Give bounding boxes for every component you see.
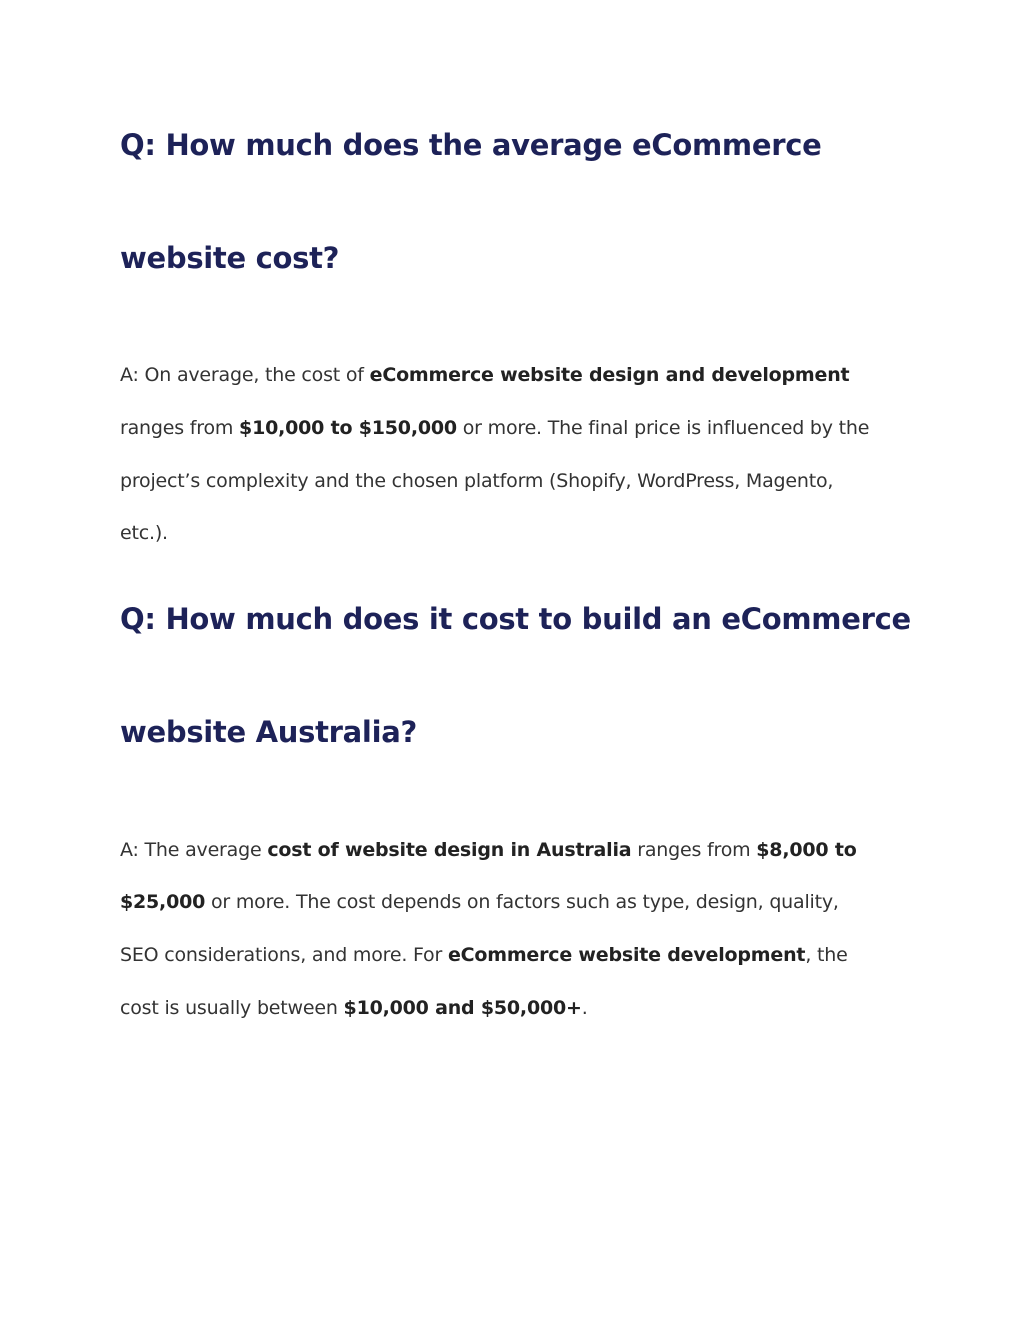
- answer-bold-text: $10,000 and $50,000+: [343, 997, 582, 1019]
- faq-2-question-line-2: website Australia?: [120, 715, 418, 749]
- answer-text: A: The average: [120, 839, 268, 861]
- faq-1-answer-line-2: [120, 415, 869, 441]
- answer-text: .: [581, 997, 588, 1019]
- answer-bold-text: $8,000 to: [756, 839, 857, 861]
- answer-text: , the: [805, 944, 848, 966]
- answer-text: or more. The cost depends on factors such as type, design, quality,: [205, 891, 839, 913]
- answer-text: SEO considerations, and more. For: [120, 944, 448, 966]
- faq-1-answer-line-3: project’s complexity and the chosen platform (Shopify, WordPress, Magento,: [120, 470, 834, 492]
- faq-2-answer-line-4: [120, 995, 588, 1021]
- answer-bold-text: $10,000 to $150,000: [239, 417, 457, 439]
- answer-bold-text: cost of website design in Australia: [267, 839, 632, 861]
- answer-text: or more. The final price is influenced by the: [456, 417, 870, 439]
- faq-1-question-line-2: website cost?: [120, 241, 340, 275]
- answer-text: cost is usually between: [120, 997, 344, 1019]
- answer-bold-text: $25,000: [120, 891, 206, 913]
- faq-2-answer-line-2: [120, 889, 839, 915]
- faq-2-answer-line-3: [120, 942, 848, 968]
- answer-text: ranges from: [631, 839, 757, 861]
- faq-1-answer-line-1: [120, 362, 849, 388]
- answer-bold-text: eCommerce website development: [447, 944, 806, 966]
- answer-bold-text: eCommerce website design and development: [369, 364, 850, 386]
- answer-text: A: On average, the cost of: [120, 364, 370, 386]
- faq-2-answer-line-1: [120, 837, 857, 863]
- faq-1-question-line-1: Q: How much does the average eCommerce: [120, 128, 822, 162]
- answer-text: ranges from: [120, 417, 240, 439]
- faq-2-question-line-1: Q: How much does it cost to build an eCommerce: [120, 602, 911, 636]
- faq-1-answer-line-4: etc.).: [120, 522, 168, 544]
